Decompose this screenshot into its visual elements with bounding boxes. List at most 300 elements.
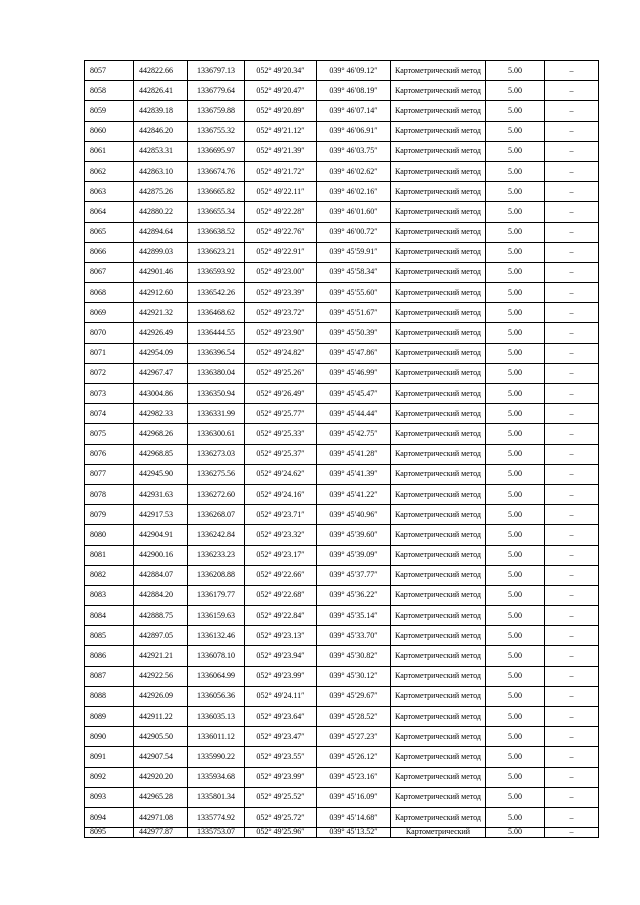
point-number: 8088 <box>85 686 134 706</box>
table-body <box>85 61 599 838</box>
table-row <box>85 141 599 161</box>
latitude: 052° 49′23.99″ <box>245 666 317 686</box>
coord-x: 442904.91 <box>134 525 188 545</box>
method: Картометрический метод <box>391 505 486 525</box>
point-number: 8092 <box>85 767 134 787</box>
description: – <box>545 262 599 282</box>
longitude: 039° 46′02.16″ <box>317 182 391 202</box>
point-number: 8074 <box>85 404 134 424</box>
coord-y: 1336665.82 <box>188 182 245 202</box>
table-row <box>85 262 599 282</box>
method: Картометрический метод <box>391 525 486 545</box>
table-row <box>85 707 599 727</box>
longitude: 039° 45′40.96″ <box>317 505 391 525</box>
table-row <box>85 686 599 706</box>
table-row <box>85 242 599 262</box>
accuracy: 5.00 <box>486 747 545 767</box>
accuracy: 5.00 <box>486 606 545 626</box>
coord-y: 1336275.56 <box>188 464 245 484</box>
accuracy: 5.00 <box>486 545 545 565</box>
point-number: 8065 <box>85 222 134 242</box>
description: – <box>545 585 599 605</box>
description: – <box>545 606 599 626</box>
accuracy: 5.00 <box>486 161 545 181</box>
accuracy: 5.00 <box>486 121 545 141</box>
longitude: 039° 46′09.12″ <box>317 61 391 81</box>
description: – <box>545 303 599 323</box>
accuracy: 5.00 <box>486 323 545 343</box>
coord-y: 1336035.13 <box>188 707 245 727</box>
accuracy: 5.00 <box>486 565 545 585</box>
latitude: 052° 49′23.32″ <box>245 525 317 545</box>
coord-y: 1336242.84 <box>188 525 245 545</box>
coord-x: 443004.86 <box>134 384 188 404</box>
method: Картометрический метод <box>391 545 486 565</box>
coord-x: 442967.47 <box>134 363 188 383</box>
point-number: 8064 <box>85 202 134 222</box>
coord-y: 1335774.92 <box>188 807 245 827</box>
method: Картометрический метод <box>391 81 486 101</box>
description: – <box>545 323 599 343</box>
coord-y: 1336638.52 <box>188 222 245 242</box>
point-number: 8078 <box>85 484 134 504</box>
longitude: 039° 45′44.44″ <box>317 404 391 424</box>
coord-x: 442907.54 <box>134 747 188 767</box>
description: – <box>545 404 599 424</box>
coord-x: 442968.85 <box>134 444 188 464</box>
coord-y: 1336331.99 <box>188 404 245 424</box>
method: Картометрический метод <box>391 484 486 504</box>
longitude: 039° 45′27.23″ <box>317 727 391 747</box>
point-number: 8082 <box>85 565 134 585</box>
coord-y: 1336674.76 <box>188 161 245 181</box>
description: – <box>545 626 599 646</box>
longitude: 039° 45′39.60″ <box>317 525 391 545</box>
coord-y: 1335934.68 <box>188 767 245 787</box>
latitude: 052° 49′24.82″ <box>245 343 317 363</box>
table-row <box>85 384 599 404</box>
coord-y: 1336380.04 <box>188 363 245 383</box>
table-row <box>85 303 599 323</box>
coord-x: 442931.63 <box>134 484 188 504</box>
accuracy: 5.00 <box>486 828 545 838</box>
method: Картометрический метод <box>391 161 486 181</box>
coord-x: 442968.26 <box>134 424 188 444</box>
latitude: 052° 49′26.49″ <box>245 384 317 404</box>
accuracy: 5.00 <box>486 666 545 686</box>
table-row <box>85 343 599 363</box>
point-number: 8059 <box>85 101 134 121</box>
longitude: 039° 46′08.19″ <box>317 81 391 101</box>
method: Картометрический метод <box>391 182 486 202</box>
latitude: 052° 49′25.26″ <box>245 363 317 383</box>
coord-y: 1336695.97 <box>188 141 245 161</box>
table-row <box>85 767 599 787</box>
table-row <box>85 101 599 121</box>
coord-y: 1336300.61 <box>188 424 245 444</box>
description: – <box>545 505 599 525</box>
point-number: 8062 <box>85 161 134 181</box>
point-number: 8087 <box>85 666 134 686</box>
point-number: 8080 <box>85 525 134 545</box>
latitude: 052° 49′22.84″ <box>245 606 317 626</box>
coord-y: 1336623.21 <box>188 242 245 262</box>
coord-y: 1336655.34 <box>188 202 245 222</box>
description: – <box>545 343 599 363</box>
coord-y: 1336759.88 <box>188 101 245 121</box>
longitude: 039° 45′37.77″ <box>317 565 391 585</box>
method: Картометрический метод <box>391 707 486 727</box>
table-row <box>85 666 599 686</box>
description: – <box>545 101 599 121</box>
accuracy: 5.00 <box>486 525 545 545</box>
point-number: 8057 <box>85 61 134 81</box>
longitude: 039° 45′33.70″ <box>317 626 391 646</box>
coord-x: 442965.28 <box>134 787 188 807</box>
latitude: 052° 49′24.11″ <box>245 686 317 706</box>
longitude: 039° 45′41.39″ <box>317 464 391 484</box>
accuracy: 5.00 <box>486 182 545 202</box>
method: Картометрический метод <box>391 222 486 242</box>
latitude: 052° 49′23.55″ <box>245 747 317 767</box>
description: – <box>545 646 599 666</box>
coordinates-table-sheet <box>84 60 598 838</box>
method: Картометрический метод <box>391 444 486 464</box>
coordinates-table <box>84 60 599 838</box>
method: Картометрический метод <box>391 242 486 262</box>
coord-x: 442901.46 <box>134 262 188 282</box>
description: – <box>545 828 599 838</box>
coord-y: 1336233.23 <box>188 545 245 565</box>
coord-y: 1336468.62 <box>188 303 245 323</box>
description: – <box>545 121 599 141</box>
point-number: 8069 <box>85 303 134 323</box>
coord-x: 442826.41 <box>134 81 188 101</box>
description: – <box>545 525 599 545</box>
point-number: 8060 <box>85 121 134 141</box>
coord-x: 442982.33 <box>134 404 188 424</box>
latitude: 052° 49′23.72″ <box>245 303 317 323</box>
coord-y: 1336396.54 <box>188 343 245 363</box>
latitude: 052° 49′22.66″ <box>245 565 317 585</box>
method: Картометрический метод <box>391 646 486 666</box>
longitude: 039° 45′14.68″ <box>317 807 391 827</box>
accuracy: 5.00 <box>486 484 545 504</box>
method: Картометрический метод <box>391 303 486 323</box>
coord-x: 442926.49 <box>134 323 188 343</box>
description: – <box>545 484 599 504</box>
description: – <box>545 807 599 827</box>
method: Картометрический метод <box>391 424 486 444</box>
coord-y: 1336755.32 <box>188 121 245 141</box>
longitude: 039° 45′47.86″ <box>317 343 391 363</box>
method: Картометрический метод <box>391 121 486 141</box>
table-row <box>85 585 599 605</box>
point-number: 8090 <box>85 727 134 747</box>
accuracy: 5.00 <box>486 646 545 666</box>
coord-y: 1336208.88 <box>188 565 245 585</box>
coord-x: 442875.26 <box>134 182 188 202</box>
longitude: 039° 45′58.34″ <box>317 262 391 282</box>
method: Картометрический метод <box>391 747 486 767</box>
latitude: 052° 49′23.71″ <box>245 505 317 525</box>
latitude: 052° 49′25.72″ <box>245 807 317 827</box>
longitude: 039° 45′51.67″ <box>317 303 391 323</box>
description: – <box>545 202 599 222</box>
method: Картометрический метод <box>391 787 486 807</box>
method: Картометрический <box>391 828 486 838</box>
description: – <box>545 464 599 484</box>
description: – <box>545 182 599 202</box>
latitude: 052° 49′22.68″ <box>245 585 317 605</box>
accuracy: 5.00 <box>486 767 545 787</box>
table-row <box>85 626 599 646</box>
latitude: 052° 49′22.91″ <box>245 242 317 262</box>
coord-x: 442897.05 <box>134 626 188 646</box>
method: Картометрический метод <box>391 363 486 383</box>
coord-y: 1336078.10 <box>188 646 245 666</box>
coord-x: 442863.10 <box>134 161 188 181</box>
table-row <box>85 787 599 807</box>
method: Картометрический метод <box>391 404 486 424</box>
longitude: 039° 45′30.82″ <box>317 646 391 666</box>
coord-x: 442921.21 <box>134 646 188 666</box>
description: – <box>545 565 599 585</box>
point-number: 8093 <box>85 787 134 807</box>
latitude: 052° 49′23.47″ <box>245 727 317 747</box>
accuracy: 5.00 <box>486 626 545 646</box>
method: Картометрический метод <box>391 666 486 686</box>
accuracy: 5.00 <box>486 61 545 81</box>
point-number: 8067 <box>85 262 134 282</box>
coord-y: 1336797.13 <box>188 61 245 81</box>
latitude: 052° 49′22.28″ <box>245 202 317 222</box>
accuracy: 5.00 <box>486 202 545 222</box>
coord-y: 1336159.63 <box>188 606 245 626</box>
coord-x: 442977.87 <box>134 828 188 838</box>
coord-x: 442880.22 <box>134 202 188 222</box>
point-number: 8085 <box>85 626 134 646</box>
longitude: 039° 45′16.09″ <box>317 787 391 807</box>
accuracy: 5.00 <box>486 303 545 323</box>
longitude: 039° 45′30.12″ <box>317 666 391 686</box>
description: – <box>545 161 599 181</box>
description: – <box>545 424 599 444</box>
latitude: 052° 49′25.33″ <box>245 424 317 444</box>
coord-x: 442926.09 <box>134 686 188 706</box>
table-row <box>85 606 599 626</box>
method: Картометрический метод <box>391 262 486 282</box>
point-number: 8076 <box>85 444 134 464</box>
coord-y: 1336444.55 <box>188 323 245 343</box>
accuracy: 5.00 <box>486 101 545 121</box>
description: – <box>545 384 599 404</box>
table-row <box>85 121 599 141</box>
coord-x: 442846.20 <box>134 121 188 141</box>
latitude: 052° 49′23.39″ <box>245 283 317 303</box>
table-row <box>85 464 599 484</box>
accuracy: 5.00 <box>486 444 545 464</box>
latitude: 052° 49′21.12″ <box>245 121 317 141</box>
longitude: 039° 46′00.72″ <box>317 222 391 242</box>
point-number: 8073 <box>85 384 134 404</box>
accuracy: 5.00 <box>486 464 545 484</box>
point-number: 8077 <box>85 464 134 484</box>
coord-x: 442922.56 <box>134 666 188 686</box>
longitude: 039° 46′02.62″ <box>317 161 391 181</box>
coord-y: 1336542.26 <box>188 283 245 303</box>
latitude: 052° 49′20.34″ <box>245 61 317 81</box>
longitude: 039° 45′26.12″ <box>317 747 391 767</box>
description: – <box>545 141 599 161</box>
description: – <box>545 81 599 101</box>
coord-y: 1335990.22 <box>188 747 245 767</box>
accuracy: 5.00 <box>486 262 545 282</box>
point-number: 8091 <box>85 747 134 767</box>
description: – <box>545 545 599 565</box>
description: – <box>545 61 599 81</box>
table-row <box>85 505 599 525</box>
latitude: 052° 49′23.17″ <box>245 545 317 565</box>
coord-x: 442945.90 <box>134 464 188 484</box>
longitude: 039° 45′50.39″ <box>317 323 391 343</box>
coord-x: 442853.31 <box>134 141 188 161</box>
description: – <box>545 222 599 242</box>
method: Картометрический метод <box>391 101 486 121</box>
table-row-last <box>85 828 599 838</box>
table-row <box>85 161 599 181</box>
coord-y: 1336056.36 <box>188 686 245 706</box>
latitude: 052° 49′21.39″ <box>245 141 317 161</box>
latitude: 052° 49′20.89″ <box>245 101 317 121</box>
table-row <box>85 747 599 767</box>
point-number: 8084 <box>85 606 134 626</box>
description: – <box>545 242 599 262</box>
method: Картометрический метод <box>391 585 486 605</box>
point-number: 8071 <box>85 343 134 363</box>
table-row <box>85 807 599 827</box>
method: Картометрический метод <box>391 343 486 363</box>
longitude: 039° 45′13.52″ <box>317 828 391 838</box>
latitude: 052° 49′22.11″ <box>245 182 317 202</box>
description: – <box>545 707 599 727</box>
longitude: 039° 45′45.47″ <box>317 384 391 404</box>
longitude: 039° 46′06.91″ <box>317 121 391 141</box>
table-row <box>85 222 599 242</box>
table-row <box>85 182 599 202</box>
accuracy: 5.00 <box>486 707 545 727</box>
coord-y: 1335801.34 <box>188 787 245 807</box>
method: Картометрический метод <box>391 61 486 81</box>
longitude: 039° 45′41.28″ <box>317 444 391 464</box>
accuracy: 5.00 <box>486 343 545 363</box>
accuracy: 5.00 <box>486 141 545 161</box>
latitude: 052° 49′23.99″ <box>245 767 317 787</box>
latitude: 052° 49′25.77″ <box>245 404 317 424</box>
coord-y: 1336268.07 <box>188 505 245 525</box>
accuracy: 5.00 <box>486 384 545 404</box>
longitude: 039° 45′46.99″ <box>317 363 391 383</box>
description: – <box>545 747 599 767</box>
accuracy: 5.00 <box>486 787 545 807</box>
table-row <box>85 646 599 666</box>
coord-x: 442971.08 <box>134 807 188 827</box>
coord-x: 442912.60 <box>134 283 188 303</box>
table-row <box>85 363 599 383</box>
coord-y: 1336593.92 <box>188 262 245 282</box>
description: – <box>545 363 599 383</box>
latitude: 052° 49′23.00″ <box>245 262 317 282</box>
latitude: 052° 49′20.47″ <box>245 81 317 101</box>
coord-x: 442954.09 <box>134 343 188 363</box>
point-number: 8075 <box>85 424 134 444</box>
point-number: 8079 <box>85 505 134 525</box>
accuracy: 5.00 <box>486 686 545 706</box>
method: Картометрический метод <box>391 807 486 827</box>
table-row <box>85 525 599 545</box>
coord-x: 442899.03 <box>134 242 188 262</box>
table-row <box>85 81 599 101</box>
latitude: 052° 49′25.96″ <box>245 828 317 838</box>
latitude: 052° 49′25.52″ <box>245 787 317 807</box>
method: Картометрический метод <box>391 767 486 787</box>
coord-y: 1336273.03 <box>188 444 245 464</box>
coord-x: 442900.16 <box>134 545 188 565</box>
latitude: 052° 49′24.16″ <box>245 484 317 504</box>
point-number: 8086 <box>85 646 134 666</box>
longitude: 039° 46′01.60″ <box>317 202 391 222</box>
description: – <box>545 283 599 303</box>
point-number: 8068 <box>85 283 134 303</box>
latitude: 052° 49′23.90″ <box>245 323 317 343</box>
table-row <box>85 202 599 222</box>
longitude: 039° 45′35.14″ <box>317 606 391 626</box>
longitude: 039° 45′28.52″ <box>317 707 391 727</box>
coord-x: 442905.50 <box>134 727 188 747</box>
table-row <box>85 404 599 424</box>
latitude: 052° 49′25.37″ <box>245 444 317 464</box>
coord-x: 442920.20 <box>134 767 188 787</box>
longitude: 039° 46′03.75″ <box>317 141 391 161</box>
longitude: 039° 45′41.22″ <box>317 484 391 504</box>
coord-x: 442822.66 <box>134 61 188 81</box>
accuracy: 5.00 <box>486 404 545 424</box>
accuracy: 5.00 <box>486 222 545 242</box>
coord-y: 1335753.07 <box>188 828 245 838</box>
coord-y: 1336272.60 <box>188 484 245 504</box>
table-row <box>85 545 599 565</box>
point-number: 8083 <box>85 585 134 605</box>
method: Картометрический метод <box>391 565 486 585</box>
table-row <box>85 727 599 747</box>
coord-x: 442884.20 <box>134 585 188 605</box>
accuracy: 5.00 <box>486 363 545 383</box>
accuracy: 5.00 <box>486 242 545 262</box>
longitude: 039° 45′42.75″ <box>317 424 391 444</box>
coord-y: 1336011.12 <box>188 727 245 747</box>
latitude: 052° 49′23.64″ <box>245 707 317 727</box>
table-row <box>85 484 599 504</box>
point-number: 8095 <box>85 828 134 838</box>
accuracy: 5.00 <box>486 807 545 827</box>
longitude: 039° 45′59.91″ <box>317 242 391 262</box>
method: Картометрический метод <box>391 141 486 161</box>
point-number: 8061 <box>85 141 134 161</box>
coord-x: 442839.18 <box>134 101 188 121</box>
latitude: 052° 49′23.13″ <box>245 626 317 646</box>
coord-x: 442888.75 <box>134 606 188 626</box>
accuracy: 5.00 <box>486 81 545 101</box>
